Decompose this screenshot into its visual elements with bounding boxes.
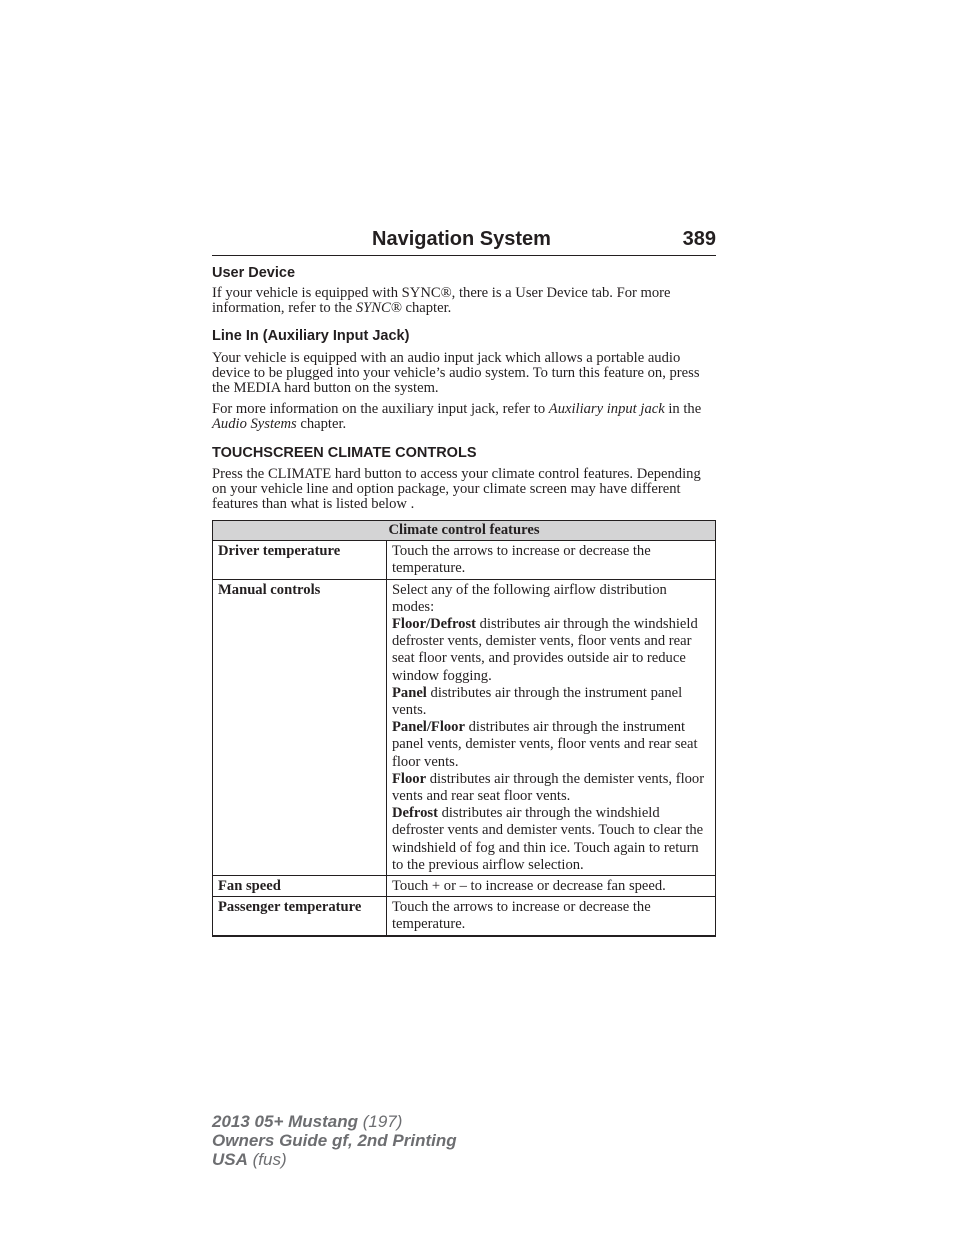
driver-temperature-text: Touch the arrows to increase or decrease the temperature. [387,541,716,579]
defrost-desc: distributes air through the windshield defroster vents and demister vents. Touch to clear the windshield of fog and thin ice. Touch again to return to the previous airflow selection. [392,805,704,873]
manual-controls-label: Manual controls [213,579,387,875]
climate-heading: TOUCHSCREEN CLIMATE CONTROLS [212,445,477,461]
defrost-term: Defrost [392,805,438,822]
defrost-item [392,805,710,874]
page-header [212,228,716,256]
line-in-paragraph-1: Your vehicle is equipped with an audio input jack which allows a portable audio device to be plugged into your vehicle’s audio system. To turn this feature on, press the MEDIA hard button on the system. [212,350,700,396]
footer-market-code: (fus) [247,1150,287,1169]
panel-item [392,685,710,719]
passenger-temperature-label: Passenger temperature [213,897,387,936]
fan-speed-label: Fan speed [213,876,387,897]
manual-page [212,228,716,937]
line-in-paragraph-2 [212,402,716,432]
manual-controls-intro: Select any of the following airflow distribution modes: [392,581,667,615]
user-device-text [212,286,716,316]
manual-controls-text [387,579,716,875]
table-row [213,541,716,579]
panel-floor-item [392,719,710,771]
line-in-section [212,328,716,432]
footer-line-3 [212,1150,457,1169]
footer-model-code: (197) [358,1112,403,1131]
floor-defrost-desc: distributes air through the windshield defroster vents, demister vents, floor vents and rear seat floor vents, and provides outside air to reduce window fogging. [392,616,698,684]
passenger-temperature-text: Touch the arrows to increase or decrease the temperature. [387,897,716,936]
user-device-text-a: If your vehicle is equipped with SYNC®, there is a User Device tab. For more information, refer to the [212,285,671,316]
table-row [213,897,716,936]
user-device-heading: User Device [212,265,296,281]
panel-floor-term: Panel/Floor [392,719,465,736]
audio-systems-reference: Audio Systems [212,416,297,432]
page-footer [212,1112,457,1169]
panel-term: Panel [392,684,427,701]
panel-floor-desc: distributes air through the instrument panel vents, demister vents, floor vents and rear seat floor vents. [392,719,698,770]
climate-intro: Press the CLIMATE hard button to access your climate control features. Depending on your vehicle line and option package, your climate screen may have different features than what is listed below . [212,466,701,512]
line-in-para2-b: in the [664,401,702,417]
table-header: Climate control features [213,521,716,541]
driver-temperature-label: Driver temperature [213,541,387,579]
footer-model: 2013 05+ Mustang [212,1112,358,1131]
user-device-section [212,265,716,316]
climate-features-table [212,520,716,937]
footer-market: USA [212,1150,248,1169]
floor-defrost-term: Floor/Defrost [392,616,477,633]
table-header-row [213,521,716,541]
floor-item [392,771,710,805]
sync-reference: SYNC® [355,300,402,316]
auxiliary-jack-reference: Auxiliary input jack [548,401,665,417]
page-title: Navigation System [372,228,551,250]
panel-desc: distributes air through the instrument panel vents. [392,684,683,719]
line-in-para2-a: For more information on the auxiliary input jack, refer to [212,401,549,417]
line-in-heading: Line In (Auxiliary Input Jack) [212,328,410,344]
table-row [213,876,716,897]
floor-term: Floor [392,770,427,787]
floor-defrost-item [392,616,710,685]
page-number: 389 [682,228,716,250]
climate-section [212,445,716,512]
floor-desc: distributes air through the demister vents, floor vents and rear seat floor vents. [392,770,705,805]
table-row [213,579,716,875]
footer-line-2: Owners Guide gf, 2nd Printing [212,1131,457,1150]
footer-line-1 [212,1112,457,1131]
user-device-text-b: chapter. [401,300,452,316]
fan-speed-text: Touch + or – to increase or decrease fan speed. [387,876,716,897]
line-in-para2-c: chapter. [296,416,347,432]
